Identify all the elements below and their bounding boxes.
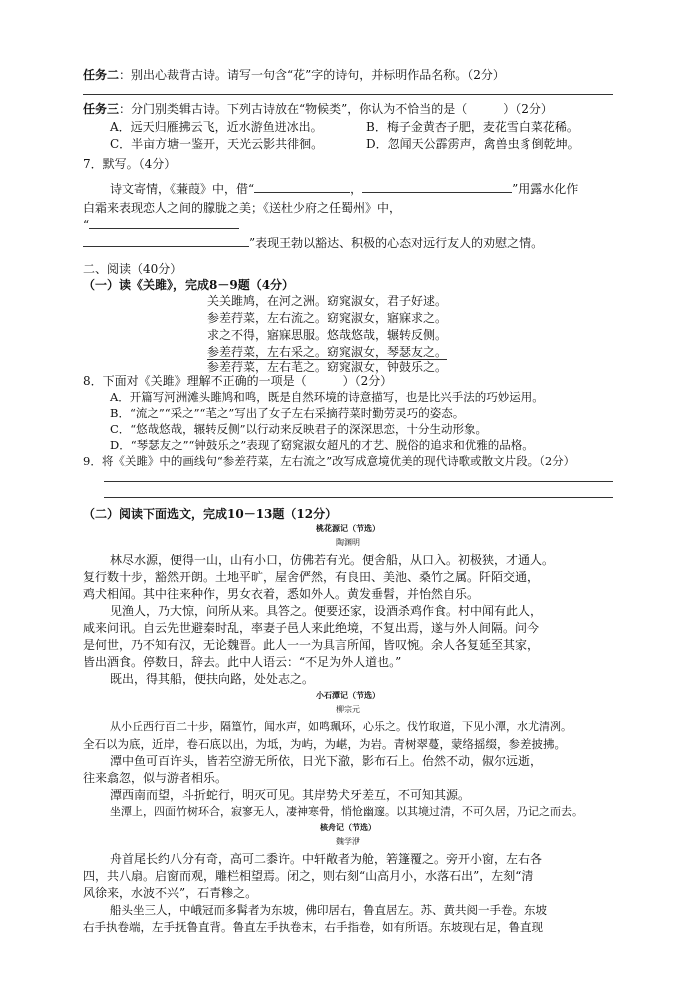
poem-line: 参差荇菜，左右芼之。窈窕淑女，钟鼓乐之。	[207, 360, 448, 374]
poem-line: 参差荇菜，左右流之。窈窕淑女，寤寐求之。	[207, 311, 448, 325]
q8-option-a: A．开篇写河洲滩头雎鸠和鸣，既是自然环境的诗意描写，也是比兴手法的巧妙运用。	[110, 390, 544, 404]
peach-line: 林尽水源，便得一山，山有小口，仿佛若有光。便舍船，从口入。初极狭，才通人。	[110, 553, 555, 567]
q8-option-c: C．“悠哉悠哉，辗转反侧”以行动来反映君子的深深思恋，十分生动形象。	[110, 422, 488, 436]
q7-line2: 白霜来表现恋人之间的朦胧之美；《送杜少府之任蜀州》中，	[83, 201, 402, 215]
blank-3	[89, 218, 239, 229]
answer-line	[104, 481, 613, 482]
task3-label: 任务三	[83, 102, 120, 116]
pond-line: 潭西南而望，斗折蛇行，明灭可见。其岸势犬牙差互，不可知其源。	[110, 788, 471, 802]
q7-line4: ”表现王勃以豁达、积极的心态对远行友人的劝慰之情。	[83, 236, 543, 250]
pond-author: 柳宗元	[336, 705, 360, 714]
q9-text: 9．将《关雎》中的画线句“参差荇菜，左右流之”改写成意境优美的现代诗歌或散文片段。（2分）	[83, 454, 576, 468]
task2-line	[83, 68, 505, 82]
section2-title: 二、阅读（40分）	[83, 262, 183, 276]
blank-4	[83, 236, 249, 247]
task3-option-d: D．忽闻天公霹雳声，禽兽虫豸倒乾坤。	[366, 137, 580, 151]
part2-title: （二）阅读下面选文，完成10－13题（12分）	[83, 507, 338, 521]
boat-author: 魏学洢	[336, 837, 360, 846]
poem-line: 关关雎鸠，在河之洲。窈窕淑女，君子好逑。	[207, 294, 448, 308]
boat-line: 舟首尾长约八分有奇，高可二黍许。中轩敞者为舱，箬篷覆之。旁开小窗，左右各	[110, 852, 543, 866]
boat-line: 四，共八扇。启窗而观，雕栏相望焉。闭之，则右刻“山高月小，水落石出”，左刻“清	[83, 869, 534, 883]
peach-line: 见渔人，乃大惊，问所从来。具答之。便要还家，设酒杀鸡作食。村中闻有此人，	[110, 604, 543, 618]
boat-line: 船头坐三人，中峨冠而多髯者为东坡，佛印居右，鲁直居左。苏、黄共阅一手卷。东坡	[110, 903, 547, 917]
part1-title: （一）读《关雎》，完成8－9题（4分）	[83, 278, 295, 292]
peach-line: 复行数十步，豁然开朗。土地平旷，屋舍俨然，有良田、美池、桑竹之属。阡陌交通，	[83, 570, 540, 584]
peach-line: 既出，得其船，便扶向路，处处志之。	[110, 672, 315, 686]
boat-line: 风徐来，水波不兴”，石青糁之。	[83, 886, 258, 900]
task2-text: ：别出心裁背古诗。请写一句含“花”字的诗句，并标明作品名称。（2分）	[119, 68, 505, 82]
task3-option-c: C．半亩方塘一鉴开，天光云影共徘徊。	[110, 137, 324, 151]
blank-2	[362, 182, 512, 193]
task3-option-b: B．梅子金黄杏子肥，麦花雪白菜花稀。	[366, 120, 579, 134]
task3-text: ：分门别类辑古诗。下列古诗放在“物候类”，你认为不恰当的是（ ）（2分）	[119, 102, 553, 116]
answer-line	[104, 497, 613, 498]
poem-line: 求之不得，寤寐思服。悠哉悠哉，辗转反侧。	[207, 328, 448, 342]
pond-line: 往来翕忽，似与游者相乐。	[83, 771, 228, 785]
pond-title: 小石潭记（节选）	[316, 690, 380, 700]
q8-option-b: B．“流之”“采之”“芼之”写出了女子左右采摘荇菜时勤劳灵巧的姿态。	[110, 406, 465, 420]
answer-line	[83, 94, 613, 95]
task2-label: 任务二	[83, 68, 120, 82]
task3-line	[83, 102, 553, 116]
pond-line: 从小丘西行百二十步，隔篁竹，闻水声，如鸣珮环，心乐之。伐竹取道，下见小潭，水尤清冽。	[110, 720, 572, 733]
peach-title: 桃花源记（节选）	[316, 523, 380, 533]
boat-line: 右手执卷端，左手抚鲁直背。鲁直左手执卷末，右手指卷，如有所语。东坡现右足，鲁直现	[83, 920, 543, 934]
peach-author: 陶渊明	[336, 538, 360, 547]
boat-title: 核舟记（节选）	[320, 822, 376, 832]
poem-line-underlined: 参差荇菜，左右采之。窈窕淑女，琴瑟友之。	[207, 345, 448, 359]
q7-title: 7．默写。（4分）	[83, 157, 177, 171]
pond-line: 坐潭上，四面竹树环合，寂寥无人，凄神寒骨，悄怆幽邃。以其境过清，不可久居，乃记之而去。	[110, 805, 583, 818]
q8-title: 8．下面对《关雎》理解不正确的一项是（ ）（2分）	[83, 374, 393, 388]
task3-option-a: A．远天归雁拂云飞，近水游鱼迸冰出。	[110, 120, 323, 134]
q8-option-d: D．“琴瑟友之”“钟鼓乐之”表现了窈窕淑女超凡的才艺、脱俗的追求和优雅的品格。	[110, 438, 534, 452]
peach-line: 是何世，乃不知有汉，无论魏晋。此人一一为具言所闻，皆叹惋。余人各复延至其家，	[83, 638, 540, 652]
peach-line: 皆出酒食。停数日，辞去。此中人语云：“不足为外人道也。”	[83, 655, 402, 669]
q7-line1: 诗文寄情，《蒹葭》中，借“ ， ”用露水化作	[110, 182, 579, 196]
peach-line: 咸来问讯。自云先世避秦时乱，率妻子邑人来此绝境，不复出焉，遂与外人间隔。问今	[83, 621, 540, 635]
peach-line: 鸡犬相闻。其中往来种作，男女衣着，悉如外人。黄发垂髫，并怡然自乐。	[83, 587, 480, 601]
q7-line3: “	[83, 218, 239, 232]
blank-1	[254, 182, 350, 193]
pond-line: 全石以为底，近岸，卷石底以出，为坻，为屿，为嵁，为岩。青树翠蔓，蒙络摇缀，参差披拂。	[83, 737, 566, 751]
pond-line: 潭中鱼可百许头，皆若空游无所依，日光下澈，影布石上。佁然不动，俶尔远逝，	[110, 754, 543, 768]
